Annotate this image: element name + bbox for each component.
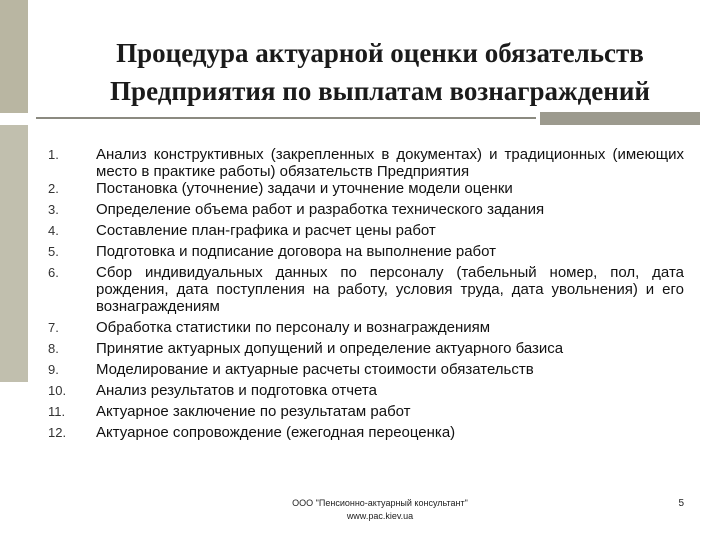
list-item-text: Составление план-графика и расчет цены работ (96, 222, 436, 239)
list-item-number: 6. (48, 265, 59, 280)
title-divider-block (540, 112, 700, 125)
list-item-number: 3. (48, 202, 59, 217)
list-item-text: Постановка (уточнение) задачи и уточнение модели оценки (96, 180, 513, 197)
list-item (48, 403, 688, 420)
footer-company-name: ООО "Пенсионно-актуарный консультант" (292, 498, 468, 508)
slide-title (60, 34, 700, 110)
footer-company-info (255, 497, 505, 523)
slide-title-line-2: Предприятия по выплатам вознаграждений (110, 76, 650, 106)
list-item (48, 264, 688, 315)
list-item (48, 201, 688, 218)
list-item-text: Обработка статистики по персоналу и вознаграждениям (96, 319, 491, 336)
footer-website: www.pac.kiev.ua (346, 511, 414, 521)
list-item-number: 7. (48, 320, 59, 335)
title-divider-line (36, 117, 536, 119)
list-item (48, 319, 688, 336)
list-item (48, 222, 688, 239)
slide-title-line-1: Процедура актуарной оценки обязательств (116, 38, 644, 68)
list-item-number: 11. (48, 404, 66, 419)
list-item (48, 180, 688, 197)
list-item-number: 12. (48, 425, 67, 440)
list-item (48, 146, 688, 180)
procedure-steps-list (48, 146, 688, 441)
left-accent-bar-top (0, 0, 28, 113)
list-item-text: Анализ результатов и подготовка отчета (96, 382, 377, 399)
list-item-text: Подготовка и подписание договора на выполнение работ (96, 243, 497, 260)
list-item-text: Актуарное сопровождение (ежегодная переоценка) (96, 424, 456, 441)
list-item-number: 5. (48, 244, 59, 259)
list-item (48, 382, 688, 399)
list-item-text: Актуарное заключение по результатам работ (96, 403, 411, 420)
list-item-text: Определение объема работ и разработка технического задания (96, 201, 545, 218)
list-item-number: 9. (48, 362, 59, 377)
list-item-number: 2. (48, 181, 59, 196)
list-item-number: 10. (48, 383, 67, 398)
list-item-number: 1. (48, 147, 59, 162)
list-item (48, 361, 688, 378)
page-number: 5 (678, 498, 684, 509)
list-item-text: Сбор индивидуальных данных по персоналу (табельный номер, пол, дата рождения, дата поступления на работу, условия труда, дата увольнения) и его вознаграждениям (96, 264, 684, 315)
list-item-number: 4. (48, 223, 59, 238)
list-item-number: 8. (48, 341, 59, 356)
list-item (48, 243, 688, 260)
list-item-text: Принятие актуарных допущений и определение актуарного базиса (96, 340, 564, 357)
list-item-text: Моделирование и актуарные расчеты стоимости обязательств (96, 361, 534, 378)
list-item (48, 340, 688, 357)
list-item-text: Анализ конструктивных (закрепленных в документах) и традиционных (имеющих место в практике работы) обязательств Предприятия (96, 146, 684, 180)
list-item (48, 424, 688, 441)
left-accent-bar-bottom (0, 125, 28, 382)
